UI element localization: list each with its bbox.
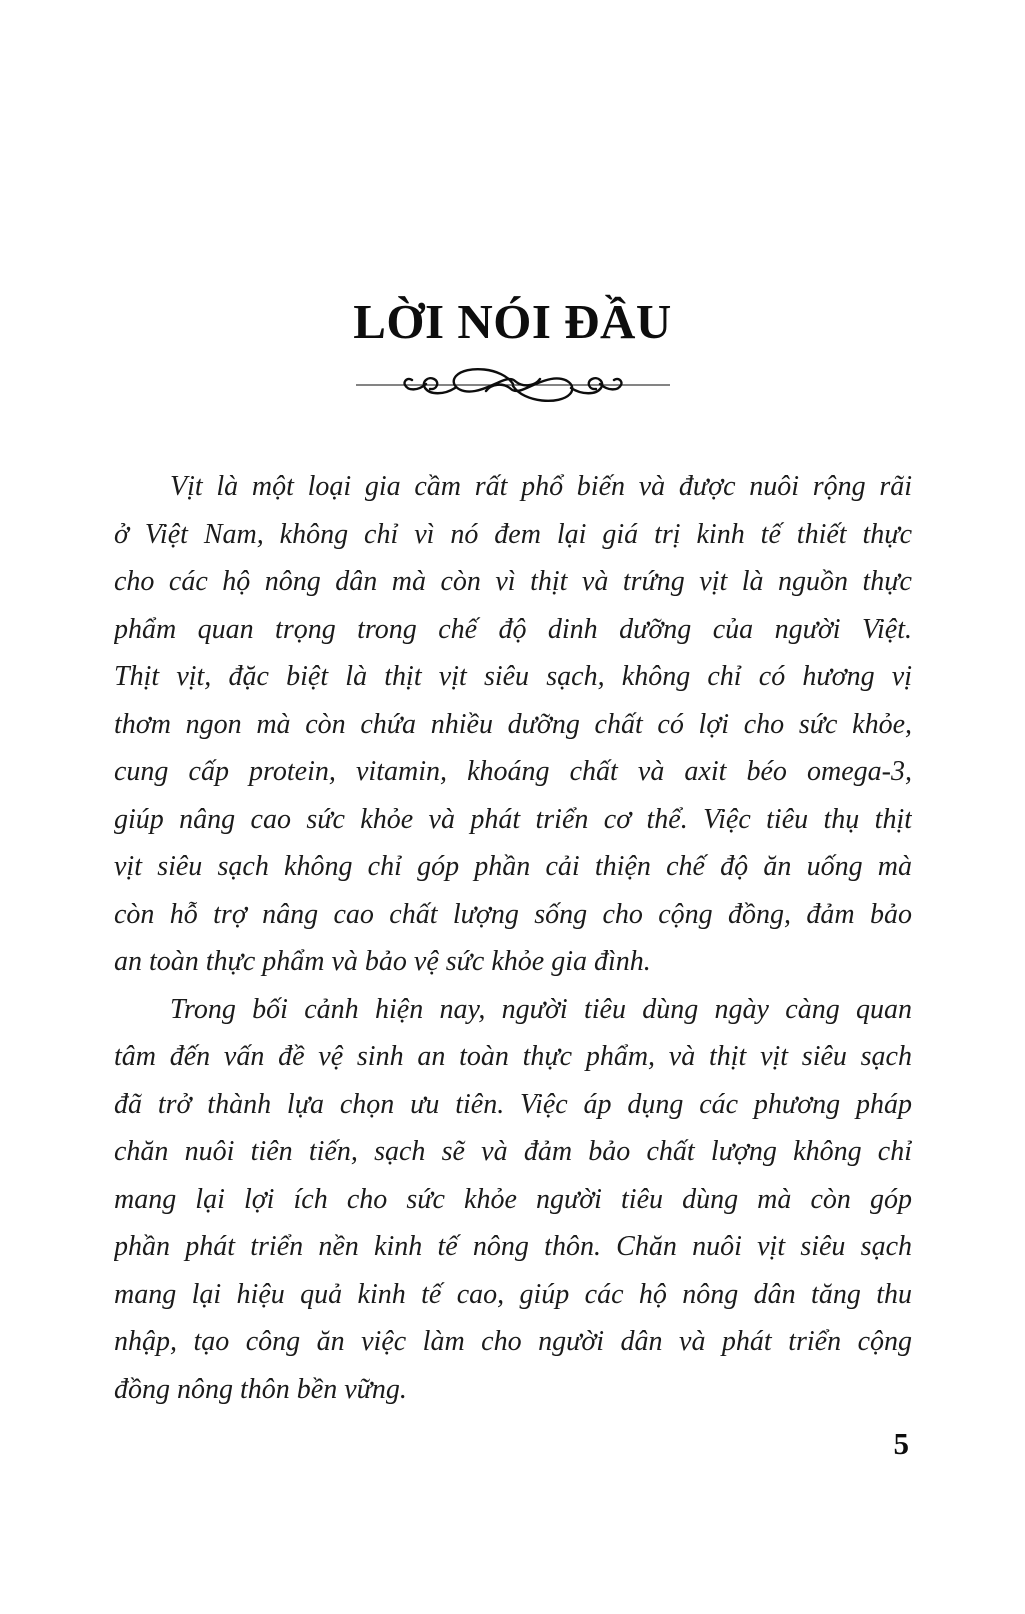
text-line: còn hỗ trợ nâng cao chất lượng sống cho cộng đồng, đảm bảo bbox=[114, 898, 912, 930]
text-line: đã trở thành lựa chọn ưu tiên. Việc áp dụng các phương pháp bbox=[114, 1088, 912, 1120]
paragraph bbox=[114, 986, 912, 1414]
text-line: Vịt là một loại gia cầm rất phổ biến và được nuôi rộng rãi bbox=[170, 471, 912, 502]
text-line: tâm đến vấn đề vệ sinh an toàn thực phẩm, và thịt vịt siêu sạch bbox=[114, 1041, 912, 1072]
flourish-divider bbox=[0, 364, 1025, 409]
text-line: giúp nâng cao sức khỏe và phát triển cơ thể. Việc tiêu thụ thịt bbox=[114, 803, 912, 835]
text-line: nhập, tạo công ăn việc làm cho người dân và phát triển cộng bbox=[114, 1326, 912, 1357]
text-line: đồng nông thôn bền vững. bbox=[114, 1373, 407, 1405]
text-line: ở Việt Nam, không chỉ vì nó đem lại giá trị kinh tế thiết thực bbox=[114, 518, 912, 550]
text-line: phần phát triển nền kinh tế nông thôn. Chăn nuôi vịt siêu sạch bbox=[114, 1231, 912, 1262]
text-line: cung cấp protein, vitamin, khoáng chất và axit béo omega-3, bbox=[114, 756, 912, 787]
text-line: an toàn thực phẩm và bảo vệ sức khỏe gia đình. bbox=[114, 946, 651, 977]
flourish-divider-icon bbox=[354, 364, 672, 404]
paragraph bbox=[114, 463, 912, 986]
text-line: mang lại hiệu quả kinh tế cao, giúp các hộ nông dân tăng thu bbox=[114, 1278, 912, 1310]
body-text bbox=[114, 463, 912, 1413]
text-line: chăn nuôi tiên tiến, sạch sẽ và đảm bảo chất lượng không chỉ bbox=[114, 1136, 912, 1167]
text-line: Thịt vịt, đặc biệt là thịt vịt siêu sạch, không chỉ có hương vị bbox=[114, 661, 912, 692]
text-line: cho các hộ nông dân mà còn vì thịt và trứng vịt là nguồn thực bbox=[114, 566, 912, 597]
text-line: mang lại lợi ích cho sức khỏe người tiêu dùng mà còn góp bbox=[114, 1183, 912, 1215]
text-line: vịt siêu sạch không chỉ góp phần cải thiện chế độ ăn uống mà bbox=[114, 851, 912, 882]
text-line: Trong bối cảnh hiện nay, người tiêu dùng ngày càng quan bbox=[170, 993, 912, 1025]
page-title: LỜI NÓI ĐẦU bbox=[353, 294, 672, 349]
text-line: phẩm quan trọng trong chế độ dinh dưỡng của người Việt. bbox=[114, 613, 912, 645]
page-number: 5 bbox=[893, 1426, 909, 1461]
text-line: thơm ngon mà còn chứa nhiều dưỡng chất có lợi cho sức khỏe, bbox=[114, 708, 912, 740]
